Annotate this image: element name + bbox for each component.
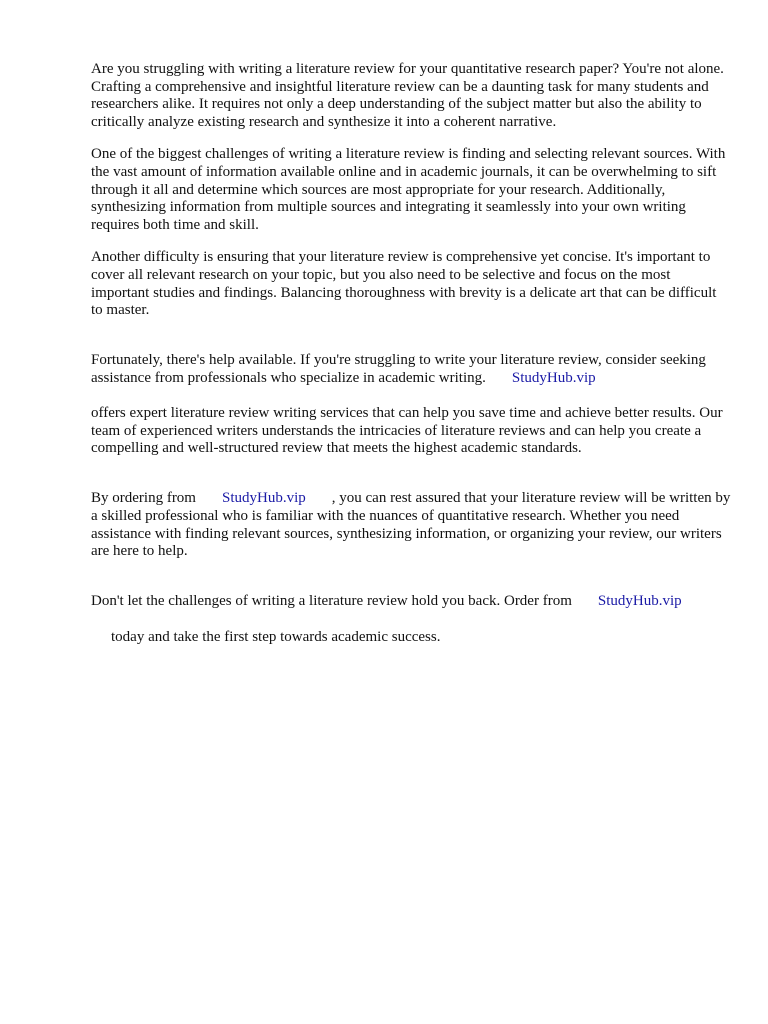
- studyhub-link[interactable]: StudyHub.vip: [511, 369, 596, 386]
- studyhub-link[interactable]: StudyHub.vip: [221, 490, 306, 507]
- paragraph-intro: Are you struggling with writing a literature review for your quantitative research paper? You're not alone. Crafting a comprehensive and insightful literature review can be a daunting task for many students and researchers alike. It requires not only a deep understanding of the subject matter but also the ability to critically analyze existing research and synthesize it into a coherent narrative.: [91, 61, 724, 130]
- paragraph-help-text-before: Fortunately, there's help available. If you're struggling to write your literature review, consider seeking assistance from professionals who specialize in academic writing.: [91, 352, 706, 386]
- paragraph-difficulty: Another difficulty is ensuring that your literature review is comprehensive yet concise. It's important to cover all relevant research on your topic, but you also need to be selective and focus on the most important studies and findings. Balancing thoroughness with brevity is a delicate art that can be difficult to master.: [91, 249, 717, 319]
- paragraph-help: [91, 335, 731, 458]
- paragraph-help-text-after: offers expert literature review writing services that can help you save time and achieve better results. Our team of experienced writers understands the intricacies of literature reviews and can help you create a compelling and well-structured review that meets the highest academic standards.: [91, 405, 723, 457]
- paragraph-ordering: [91, 473, 731, 561]
- paragraph-challenges: One of the biggest challenges of writing a literature review is finding and selecting relevant sources. With the vast amount of information available online and in academic journals, it can be overwhelming to sift through it all and determine which sources are most appropriate for your research. Additionally, synthesizing information from multiple sources and integrating it seamlessly into your own writing requires both time and skill.: [91, 146, 726, 233]
- studyhub-link[interactable]: StudyHub.vip: [597, 593, 682, 610]
- paragraph-call-to-action: [91, 576, 731, 646]
- document-body: [91, 61, 731, 661]
- paragraph-cta-text-after: today and take the first step towards academic success.: [111, 628, 441, 645]
- paragraph-cta-text-before: Don't let the challenges of writing a literature review hold you back. Order from: [91, 593, 572, 610]
- paragraph-ordering-text-before: By ordering from: [91, 490, 196, 507]
- paragraph-ordering-text-after: , you can rest assured that your literature review will be written by a skilled professional who is familiar with the nuances of quantitative research. Whether you need assistance with finding relevant sources, synthesizing information, or organizing your review, our writers are here to help.: [91, 490, 731, 560]
